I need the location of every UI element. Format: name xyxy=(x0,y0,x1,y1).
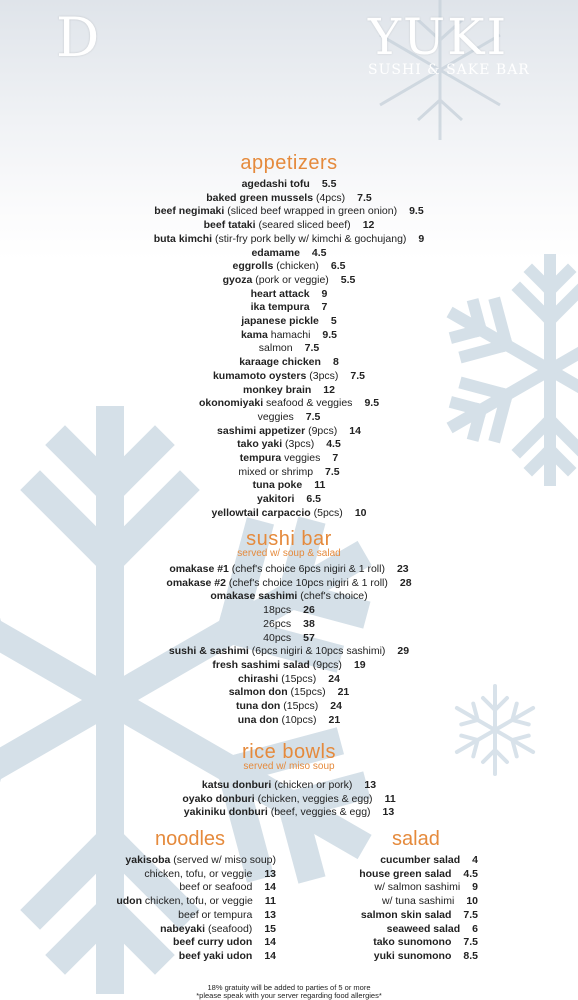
item-name: tuna don xyxy=(236,700,281,712)
item-price: 9 xyxy=(418,232,425,245)
item-name: omakase sashimi xyxy=(210,590,298,603)
item-price: 6.5 xyxy=(306,493,321,506)
menu-item xyxy=(0,793,578,807)
item-name: udon xyxy=(116,895,142,908)
menu-item xyxy=(0,618,578,632)
allergy-note: *please speak with your server regarding food allergies* xyxy=(196,991,382,1000)
menu-item xyxy=(178,909,276,923)
item-name: seaweed salad xyxy=(386,922,461,935)
item-price: 29 xyxy=(397,645,410,658)
item-name: salmon don xyxy=(228,686,288,699)
item-description: veggies xyxy=(257,410,294,423)
item-price: 4.5 xyxy=(326,438,341,451)
gratuity-note: 18% gratuity will be added to parties of 5 or more xyxy=(207,983,371,992)
item-name: fresh sashimi salad xyxy=(212,658,310,671)
item-description: (seafood) xyxy=(205,922,253,935)
item-price: 9 xyxy=(321,287,328,300)
item-name: monkey brain xyxy=(243,383,312,396)
menu-item xyxy=(0,493,578,507)
item-description: (pork or veggie) xyxy=(252,273,329,286)
item-price: 12 xyxy=(323,383,335,396)
item-price: 7.5 xyxy=(304,342,320,355)
item-name: edamame xyxy=(251,246,300,259)
item-price: 10 xyxy=(354,506,367,519)
item-price: 5.5 xyxy=(321,178,337,190)
item-description: w/ tuna sashimi xyxy=(381,895,455,908)
item-description: (9pcs) xyxy=(309,658,342,671)
item-price: 13 xyxy=(382,806,395,819)
item-description: 18pcs xyxy=(263,604,292,617)
menu-item xyxy=(0,700,578,714)
menu-item xyxy=(116,895,276,909)
item-name: eggrolls xyxy=(232,260,274,273)
item-name: salmon skin salad xyxy=(360,908,452,921)
item-description: (3pcs) xyxy=(306,369,339,382)
item-name: yakiniku donburi xyxy=(183,806,268,819)
item-description: (4pcs) xyxy=(313,191,346,204)
item-price: 4.5 xyxy=(463,867,478,880)
menu-item xyxy=(0,806,578,820)
menu-item xyxy=(0,329,578,343)
item-name: nabeyaki xyxy=(160,922,206,935)
item-price: 7.5 xyxy=(325,465,340,478)
item-name: yuki sunomono xyxy=(373,949,452,962)
menu-item xyxy=(0,507,578,521)
menu-item xyxy=(144,868,276,882)
item-description: beef or seafood xyxy=(179,881,253,894)
menu-item xyxy=(0,370,578,384)
item-description: veggies xyxy=(281,452,321,464)
item-price: 14 xyxy=(264,949,276,962)
item-name: tempura xyxy=(239,452,282,464)
item-description: chicken, tofu, or veggie xyxy=(141,895,253,908)
item-name: beef curry udon xyxy=(172,936,253,949)
menu-item xyxy=(0,604,578,618)
item-name: beef tataki xyxy=(203,219,256,232)
item-price: 7.5 xyxy=(305,410,321,423)
item-name: yakisoba xyxy=(125,854,171,866)
menu-item xyxy=(382,895,478,909)
menu-item xyxy=(0,233,578,247)
item-price: 19 xyxy=(353,658,366,671)
menu-item xyxy=(0,632,578,646)
item-price: 6.5 xyxy=(330,260,346,273)
menu-item xyxy=(0,219,578,233)
menu-item xyxy=(0,673,578,687)
item-name: katsu donburi xyxy=(201,779,272,791)
rice-bowls-title: rice bowls xyxy=(242,741,336,763)
salad-title: salad xyxy=(392,828,440,850)
item-price: 11 xyxy=(384,792,396,805)
item-description: (served w/ miso soup) xyxy=(170,854,276,866)
item-price: 8.5 xyxy=(463,949,478,962)
item-price: 7.5 xyxy=(357,191,372,204)
menu-item xyxy=(0,686,578,700)
item-description: 40pcs xyxy=(263,631,292,644)
item-name: omakase #2 xyxy=(166,576,226,589)
menu-item xyxy=(0,411,578,425)
item-name: karaage chicken xyxy=(239,356,321,369)
item-description: (chef's choice 10pcs nigiri & 1 roll) xyxy=(225,576,388,589)
item-description: hamachi xyxy=(267,328,311,341)
item-name: yellowtail carpaccio xyxy=(211,506,311,519)
sushi-bar-subtitle: served w/ soup & salad xyxy=(237,548,341,559)
menu-item xyxy=(361,909,478,923)
item-price: 6 xyxy=(472,922,478,935)
item-price: 24 xyxy=(328,672,340,685)
item-name: tako sunomono xyxy=(373,936,452,949)
item-description: (chef's choice) xyxy=(297,590,368,603)
item-name: tako yaki xyxy=(237,438,283,451)
menu-item xyxy=(374,950,478,964)
menu-item xyxy=(0,479,578,493)
item-description: (15pcs) xyxy=(287,686,326,699)
menu-item xyxy=(0,205,578,219)
item-description: mixed or shrimp xyxy=(238,465,314,478)
item-price: 9.5 xyxy=(409,205,424,218)
restaurant-tagline: SUSHI & SAKE BAR xyxy=(368,62,530,78)
item-name: house green salad xyxy=(359,867,452,880)
item-description: (6pcs nigiri & 10pcs sashimi) xyxy=(248,645,386,658)
menu-item xyxy=(0,659,578,673)
item-price: 23 xyxy=(396,563,409,575)
item-price: 38 xyxy=(303,617,315,630)
item-description: (seared sliced beef) xyxy=(255,219,351,232)
item-name: sushi & sashimi xyxy=(168,645,249,658)
item-name: oyako donburi xyxy=(182,792,255,805)
item-description: (chef's choice 6pcs nigiri & 1 roll) xyxy=(228,563,385,575)
menu-item xyxy=(0,342,578,356)
item-name: agedashi tofu xyxy=(241,178,310,190)
item-name: sashimi appetizer xyxy=(217,424,306,437)
item-price: 13 xyxy=(264,867,276,880)
item-price: 7.5 xyxy=(463,936,478,949)
item-price: 57 xyxy=(303,631,315,644)
item-name: yakitori xyxy=(257,493,295,506)
item-price: 12 xyxy=(362,219,375,232)
item-description: (sliced beef wrapped in green onion) xyxy=(224,205,398,218)
item-name: cucumber salad xyxy=(380,854,461,866)
noodles-title: noodles xyxy=(155,828,226,850)
item-name: kumamoto oysters xyxy=(212,369,307,382)
item-name: okonomiyaki xyxy=(198,397,264,410)
item-price: 9.5 xyxy=(322,328,338,341)
item-price: 11 xyxy=(264,895,276,908)
menu-item xyxy=(173,936,276,950)
menu-item xyxy=(160,923,276,937)
item-name: una don xyxy=(237,713,279,726)
item-description: beef or tempura xyxy=(178,908,253,921)
item-price: 7 xyxy=(332,452,339,464)
item-description: (15pcs) xyxy=(280,700,319,712)
item-price: 8 xyxy=(332,356,339,369)
item-price: 26 xyxy=(303,604,315,617)
item-price: 9.5 xyxy=(364,397,380,410)
item-description: (9pcs) xyxy=(305,424,338,437)
menu-item xyxy=(0,425,578,439)
item-price: 13 xyxy=(264,908,276,921)
menu-item xyxy=(0,466,578,480)
item-price: 10 xyxy=(466,895,478,908)
item-price: 4 xyxy=(472,854,478,866)
menu-item xyxy=(0,301,578,315)
item-name: kama xyxy=(240,328,268,341)
item-price: 21 xyxy=(337,686,350,699)
item-description: (chicken, veggies & egg) xyxy=(254,792,373,805)
menu-item xyxy=(0,384,578,398)
item-description: (10pcs) xyxy=(278,713,317,726)
item-name: beef yaki udon xyxy=(178,949,253,962)
menu-item xyxy=(179,950,276,964)
rice-bowls-subtitle: served w/ miso soup xyxy=(243,761,335,772)
appetizers-title: appetizers xyxy=(240,152,338,174)
item-name: omakase #1 xyxy=(169,563,229,575)
item-price: 5.5 xyxy=(340,273,356,286)
menu-item xyxy=(374,881,478,895)
menu-item xyxy=(0,645,578,659)
menu-item xyxy=(0,192,578,206)
menu-item xyxy=(0,714,578,728)
menu-item xyxy=(0,260,578,274)
menu-item xyxy=(387,923,478,937)
item-description: (15pcs) xyxy=(278,672,317,685)
item-price: 14 xyxy=(264,881,276,894)
menu-item xyxy=(0,288,578,302)
item-price: 14 xyxy=(264,936,276,949)
menu-item xyxy=(0,397,578,411)
menu-item xyxy=(0,438,578,452)
item-price: 21 xyxy=(328,713,341,726)
sushi-bar-title: sushi bar xyxy=(246,528,332,550)
item-name: baked green mussels xyxy=(206,191,314,204)
item-description: (chicken or pork) xyxy=(271,779,353,791)
item-name: chirashi xyxy=(238,672,279,685)
item-name: japanese pickle xyxy=(241,315,319,327)
menu-item xyxy=(125,854,276,868)
item-price: 7 xyxy=(321,301,328,314)
menu-item xyxy=(0,452,578,466)
item-price: 9 xyxy=(472,881,478,894)
menu-item xyxy=(0,274,578,288)
item-name: ika tempura xyxy=(250,301,310,314)
item-description: chicken, tofu, or veggie xyxy=(144,867,253,880)
item-price: 15 xyxy=(264,922,276,935)
menu-item xyxy=(0,577,578,591)
item-price: 7.5 xyxy=(463,908,478,921)
menu-item xyxy=(380,854,478,868)
item-price: 5 xyxy=(330,315,337,327)
item-price: 7.5 xyxy=(350,369,366,382)
menu-item xyxy=(359,868,478,882)
item-description: 26pcs xyxy=(263,617,292,630)
item-description: (beef, veggies & egg) xyxy=(267,806,371,819)
menu-item xyxy=(0,178,578,192)
item-name: beef negimaki xyxy=(154,205,225,218)
menu-item xyxy=(179,881,276,895)
menu-item xyxy=(373,936,478,950)
menu-item xyxy=(0,779,578,793)
item-description: (3pcs) xyxy=(282,438,315,451)
item-price: 24 xyxy=(330,700,342,712)
item-description: (chicken) xyxy=(273,260,319,273)
item-price: 28 xyxy=(399,576,412,589)
item-name: gyoza xyxy=(222,273,253,286)
item-price: 14 xyxy=(349,424,361,437)
item-description: w/ salmon sashimi xyxy=(374,881,461,894)
menu-item xyxy=(0,590,578,604)
item-description: (stir-fry pork belly w/ kimchi & gochujang) xyxy=(212,232,407,245)
item-name: buta kimchi xyxy=(153,232,213,245)
restaurant-name: YUKI xyxy=(368,8,509,66)
menu-item xyxy=(0,563,578,577)
item-price: 11 xyxy=(314,479,326,492)
item-price: 4.5 xyxy=(311,246,327,259)
item-description: seafood & veggies xyxy=(263,397,353,410)
menu-item xyxy=(0,356,578,370)
item-description: salmon xyxy=(258,342,293,355)
corner-mark: D xyxy=(56,6,100,69)
item-name: heart attack xyxy=(250,287,310,300)
restaurant-brand xyxy=(368,10,558,78)
menu-item xyxy=(0,315,578,329)
item-price: 13 xyxy=(364,779,377,791)
menu-item xyxy=(0,247,578,261)
item-description: (5pcs) xyxy=(310,506,343,519)
item-name: tuna poke xyxy=(252,479,303,492)
